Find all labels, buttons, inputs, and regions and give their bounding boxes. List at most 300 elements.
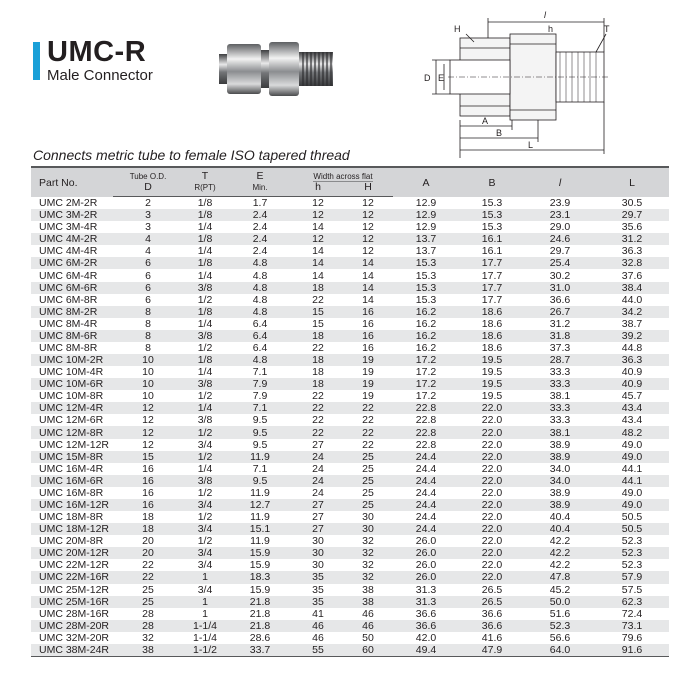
cell-part-no: UMC 4M-4R bbox=[39, 245, 98, 258]
cell-hex-h: 15 bbox=[293, 306, 343, 318]
cell-dim-L: 45.7 bbox=[621, 390, 643, 403]
cell-tube-od: 4 bbox=[145, 245, 151, 258]
cell-min-bore: 4.8 bbox=[227, 306, 293, 318]
cell-part-no: UMC 12M-6R bbox=[39, 414, 104, 427]
cell-min-bore: 6.4 bbox=[227, 330, 293, 342]
cell-thread-size: 3/4 bbox=[183, 547, 227, 559]
cell-hex-H: 32 bbox=[343, 547, 393, 559]
cell-dim-B: 22.0 bbox=[481, 486, 503, 499]
cell-hex-H: 14 bbox=[343, 257, 393, 269]
cell-hex-H: 25 bbox=[362, 462, 374, 475]
table-row bbox=[31, 535, 669, 547]
header-E-sub: Min. bbox=[227, 182, 293, 197]
cell-hex-h: 35 bbox=[312, 583, 324, 596]
cell-min-bore: 7.9 bbox=[227, 378, 293, 390]
cell-part-no: UMC 32M-20R bbox=[39, 631, 110, 644]
cell-dim-A: 22.8 bbox=[393, 426, 459, 438]
cell-dim-l: 23.9 bbox=[549, 196, 571, 209]
cell-hex-h: 22 bbox=[312, 293, 324, 306]
cell-dim-B: 22.0 bbox=[459, 402, 525, 414]
cell-hex-h: 35 bbox=[293, 596, 343, 608]
table-row bbox=[31, 511, 669, 523]
cell-dim-A: 42.0 bbox=[415, 631, 437, 644]
cell-dim-B: 47.9 bbox=[459, 644, 525, 657]
cell-dim-l: 50.0 bbox=[525, 596, 595, 608]
cell-dim-L: 44.8 bbox=[621, 341, 643, 354]
cell-hex-H: 12 bbox=[343, 209, 393, 221]
cell-dim-A: 24.4 bbox=[415, 486, 437, 499]
cell-tube-od: 20 bbox=[142, 535, 154, 548]
product-caption: Connects metric tube to female ISO tapered thread bbox=[33, 147, 350, 163]
cell-dim-L: 62.3 bbox=[595, 596, 669, 608]
cell-dim-A: 13.7 bbox=[393, 233, 459, 245]
cell-dim-L: 48.2 bbox=[595, 426, 669, 438]
cell-hex-H: 30 bbox=[362, 511, 374, 524]
cell-tube-od: 16 bbox=[142, 486, 154, 499]
cell-hex-h: 22 bbox=[293, 402, 343, 414]
cell-hex-H: 32 bbox=[362, 559, 374, 572]
cell-tube-od: 28 bbox=[142, 607, 154, 620]
cell-dim-A: 13.7 bbox=[415, 245, 437, 258]
cell-dim-l: 28.7 bbox=[525, 354, 595, 366]
cell-dim-B: 22.0 bbox=[459, 547, 525, 559]
cell-hex-h: 15 bbox=[312, 317, 324, 330]
table-row bbox=[31, 390, 669, 402]
table-row bbox=[31, 608, 669, 620]
table-row bbox=[31, 620, 669, 632]
cell-tube-od: 8 bbox=[145, 317, 151, 330]
cell-hex-h: 18 bbox=[293, 282, 343, 294]
cell-hex-H: 32 bbox=[343, 571, 393, 583]
cell-min-bore: 12.7 bbox=[227, 499, 293, 511]
cell-dim-l: 36.6 bbox=[549, 293, 571, 306]
cell-thread-size: 1/4 bbox=[197, 462, 213, 475]
cell-dim-B: 19.5 bbox=[459, 354, 525, 366]
cell-min-bore: 11.9 bbox=[227, 451, 293, 463]
table-row bbox=[31, 294, 669, 306]
cell-hex-H: 12 bbox=[343, 233, 393, 245]
cell-dim-A: 26.0 bbox=[415, 535, 437, 548]
cell-thread-size: 1/8 bbox=[183, 354, 227, 366]
dimension-drawing bbox=[420, 8, 630, 158]
cell-hex-H: 16 bbox=[362, 341, 374, 354]
cell-dim-A: 36.6 bbox=[415, 607, 437, 620]
cell-part-no: UMC 38M-24R bbox=[31, 644, 113, 657]
cell-hex-H: 22 bbox=[362, 414, 374, 427]
cell-dim-L: 36.3 bbox=[595, 354, 669, 366]
cell-dim-A: 22.8 bbox=[415, 414, 437, 427]
cell-dim-L: 32.8 bbox=[595, 257, 669, 269]
cell-min-bore: 9.5 bbox=[252, 414, 268, 427]
cell-hex-h: 22 bbox=[312, 414, 324, 427]
table-row bbox=[31, 330, 669, 342]
cell-thread-size: 1 bbox=[202, 607, 208, 620]
cell-min-bore: 1.7 bbox=[252, 197, 268, 210]
cell-dim-B: 18.6 bbox=[459, 330, 525, 342]
cell-part-no: UMC 6M-8R bbox=[39, 293, 98, 306]
cell-dim-l: 30.2 bbox=[549, 269, 571, 282]
cell-dim-A: 16.2 bbox=[393, 330, 459, 342]
cell-tube-od: 16 bbox=[142, 462, 154, 475]
cell-hex-H: 46 bbox=[343, 620, 393, 632]
cell-part-no: UMC 12M-4R bbox=[31, 402, 113, 414]
label-B: B bbox=[496, 128, 503, 138]
cell-part-no: UMC 10M-2R bbox=[31, 354, 113, 366]
cell-dim-B: 22.0 bbox=[459, 475, 525, 487]
header-T: T bbox=[183, 167, 227, 182]
cell-hex-h: 12 bbox=[293, 209, 343, 221]
cell-dim-B: 16.1 bbox=[481, 245, 503, 258]
table-row bbox=[31, 245, 669, 257]
cell-hex-h: 46 bbox=[293, 620, 343, 632]
cell-part-no: UMC 16M-8R bbox=[39, 486, 104, 499]
cell-thread-size: 3/8 bbox=[183, 475, 227, 487]
cell-part-no: UMC 3M-4R bbox=[39, 221, 98, 234]
cell-dim-L: 43.4 bbox=[595, 402, 669, 414]
cell-dim-l: 45.2 bbox=[549, 583, 571, 596]
cell-hex-h: 30 bbox=[293, 547, 343, 559]
header-l: l bbox=[525, 167, 595, 197]
cell-hex-H: 38 bbox=[362, 583, 374, 596]
cell-dim-A: 15.3 bbox=[415, 293, 437, 306]
cell-part-no: UMC 28M-16R bbox=[39, 607, 110, 620]
cell-dim-L: 49.0 bbox=[621, 438, 643, 451]
product-subtitle: Male Connector bbox=[47, 67, 153, 84]
cell-dim-B: 22.0 bbox=[481, 535, 503, 548]
cell-tube-od: 32 bbox=[142, 631, 154, 644]
header-E: E bbox=[227, 167, 293, 182]
cell-tube-od: 16 bbox=[113, 499, 183, 511]
cell-min-bore: 18.3 bbox=[227, 571, 293, 583]
cell-hex-H: 25 bbox=[343, 499, 393, 511]
cell-dim-L: 72.4 bbox=[621, 607, 643, 620]
cell-thread-size: 1-1/2 bbox=[183, 644, 227, 657]
cell-dim-A: 22.8 bbox=[393, 402, 459, 414]
cell-thread-size: 1-1/4 bbox=[193, 631, 217, 644]
cell-hex-h: 18 bbox=[293, 330, 343, 342]
cell-dim-B: 17.7 bbox=[481, 269, 503, 282]
table-row bbox=[31, 584, 669, 596]
cell-hex-H: 32 bbox=[362, 535, 374, 548]
cell-dim-A: 24.4 bbox=[415, 462, 437, 475]
cell-dim-l: 37.3 bbox=[549, 341, 571, 354]
cell-min-bore: 33.7 bbox=[227, 644, 293, 657]
cell-thread-size: 3/8 bbox=[183, 282, 227, 294]
cell-dim-B: 17.7 bbox=[459, 257, 525, 269]
cell-tube-od: 8 bbox=[145, 341, 151, 354]
cell-thread-size: 1 bbox=[183, 596, 227, 608]
table-row bbox=[31, 559, 669, 571]
cell-thread-size: 1/4 bbox=[197, 317, 213, 330]
table-row bbox=[31, 378, 669, 390]
cell-part-no: UMC 25M-16R bbox=[31, 596, 113, 608]
cell-dim-B: 22.0 bbox=[481, 462, 503, 475]
cell-dim-L: 49.0 bbox=[595, 451, 669, 463]
cell-min-bore: 11.9 bbox=[250, 511, 270, 524]
label-E: E bbox=[438, 73, 445, 83]
cell-part-no: UMC 12M-12R bbox=[39, 438, 110, 451]
cell-dim-l: 34.0 bbox=[525, 475, 595, 487]
cell-hex-H: 14 bbox=[343, 282, 393, 294]
cell-dim-A: 16.2 bbox=[393, 306, 459, 318]
cell-dim-l: 38.1 bbox=[525, 426, 595, 438]
cell-hex-h: 14 bbox=[293, 257, 343, 269]
cell-dim-A: 22.8 bbox=[415, 438, 437, 451]
cell-hex-H: 38 bbox=[343, 596, 393, 608]
header-width-across-flat: Width across flat bbox=[313, 172, 373, 181]
cell-part-no: UMC 6M-6R bbox=[31, 282, 113, 294]
cell-tube-od: 6 bbox=[145, 269, 151, 282]
cell-part-no: UMC 28M-20R bbox=[31, 620, 113, 632]
cell-dim-L: 57.9 bbox=[595, 571, 669, 583]
cell-thread-size: 1/2 bbox=[197, 341, 213, 354]
cell-part-no: UMC 16M-12R bbox=[31, 499, 113, 511]
table-row bbox=[31, 451, 669, 463]
table-row bbox=[31, 342, 669, 354]
cell-dim-L: 40.9 bbox=[595, 378, 669, 390]
cell-min-bore: 7.1 bbox=[227, 402, 293, 414]
cell-part-no: UMC 18M-8R bbox=[39, 511, 104, 524]
cell-part-no: UMC 2M-2R bbox=[39, 196, 98, 209]
table-row bbox=[31, 233, 669, 245]
cell-min-bore: 11.9 bbox=[250, 486, 270, 499]
cell-dim-A: 16.2 bbox=[415, 317, 437, 330]
cell-min-bore: 15.9 bbox=[227, 547, 293, 559]
cell-dim-l: 29.7 bbox=[549, 245, 571, 258]
cell-min-bore: 2.4 bbox=[252, 245, 268, 258]
cell-min-bore: 4.8 bbox=[252, 269, 268, 282]
cell-dim-l: 33.3 bbox=[549, 366, 571, 379]
cell-hex-H: 12 bbox=[362, 245, 374, 258]
cell-hex-h: 18 bbox=[312, 366, 324, 379]
cell-dim-L: 79.6 bbox=[621, 631, 643, 644]
cell-dim-l: 31.8 bbox=[525, 330, 595, 342]
cell-hex-H: 14 bbox=[362, 293, 374, 306]
cell-dim-A: 15.3 bbox=[393, 257, 459, 269]
cell-tube-od: 10 bbox=[142, 366, 154, 379]
cell-thread-size: 3/4 bbox=[183, 499, 227, 511]
cell-dim-L: 52.3 bbox=[621, 535, 643, 548]
cell-dim-L: 40.9 bbox=[621, 366, 643, 379]
cell-dim-l: 24.6 bbox=[525, 233, 595, 245]
cell-thread-size: 3/8 bbox=[183, 330, 227, 342]
cell-dim-L: 50.5 bbox=[621, 511, 643, 524]
cell-dim-l: 26.7 bbox=[525, 306, 595, 318]
cell-dim-L: 52.3 bbox=[621, 559, 643, 572]
cell-dim-L: 73.1 bbox=[595, 620, 669, 632]
cell-dim-A: 36.6 bbox=[393, 620, 459, 632]
cell-part-no: UMC 12M-8R bbox=[31, 426, 113, 438]
cell-tube-od: 10 bbox=[142, 390, 154, 403]
cell-hex-H: 25 bbox=[343, 451, 393, 463]
cell-hex-H: 30 bbox=[343, 523, 393, 535]
cell-dim-B: 19.5 bbox=[459, 378, 525, 390]
cell-dim-A: 17.2 bbox=[393, 354, 459, 366]
table-row bbox=[31, 197, 669, 210]
cell-thread-size: 1/2 bbox=[197, 390, 213, 403]
label-D: D bbox=[424, 73, 431, 83]
cell-part-no: UMC 16M-6R bbox=[31, 475, 113, 487]
cell-thread-size: 1/4 bbox=[197, 269, 213, 282]
cell-dim-l: 31.0 bbox=[525, 282, 595, 294]
table-row bbox=[31, 596, 669, 608]
cell-dim-L: 35.6 bbox=[621, 221, 643, 234]
label-H: H bbox=[454, 24, 461, 34]
cell-dim-L: 34.2 bbox=[595, 306, 669, 318]
cell-dim-l: 38.9 bbox=[525, 499, 595, 511]
cell-tube-od: 10 bbox=[113, 378, 183, 390]
cell-dim-A: 24.4 bbox=[393, 475, 459, 487]
table-row bbox=[31, 257, 669, 269]
cell-dim-B: 36.6 bbox=[481, 607, 503, 620]
cell-hex-h: 35 bbox=[293, 571, 343, 583]
header-tube-od: Tube O.D. bbox=[113, 167, 183, 182]
header-B: B bbox=[459, 167, 525, 197]
cell-dim-A: 24.4 bbox=[393, 451, 459, 463]
cell-thread-size: 1 bbox=[183, 571, 227, 583]
cell-min-bore: 2.4 bbox=[252, 221, 268, 234]
cell-dim-L: 57.5 bbox=[621, 583, 643, 596]
cell-tube-od: 2 bbox=[145, 197, 151, 210]
header-D: D bbox=[113, 182, 183, 197]
cell-tube-od: 6 bbox=[113, 282, 183, 294]
table-row bbox=[31, 499, 669, 511]
cell-dim-A: 24.4 bbox=[393, 523, 459, 535]
cell-dim-l: 52.3 bbox=[525, 620, 595, 632]
cell-hex-h: 22 bbox=[293, 426, 343, 438]
cell-dim-L: 49.0 bbox=[595, 499, 669, 511]
header-H: H bbox=[343, 182, 393, 197]
cell-thread-size: 1/8 bbox=[183, 233, 227, 245]
table-row bbox=[31, 221, 669, 233]
table-row bbox=[31, 306, 669, 318]
cell-hex-h: 12 bbox=[312, 197, 324, 210]
cell-tube-od: 3 bbox=[113, 209, 183, 221]
cell-min-bore: 6.4 bbox=[252, 317, 268, 330]
cell-dim-l: 29.0 bbox=[549, 221, 571, 234]
cell-dim-L: 44.1 bbox=[621, 462, 643, 475]
cell-dim-l: 38.9 bbox=[525, 451, 595, 463]
cell-part-no: UMC 3M-2R bbox=[31, 209, 113, 221]
cell-dim-A: 15.3 bbox=[393, 282, 459, 294]
cell-hex-h: 27 bbox=[293, 523, 343, 535]
cell-thread-size: 3/4 bbox=[197, 559, 213, 572]
cell-dim-B: 18.6 bbox=[481, 317, 503, 330]
cell-dim-A: 24.4 bbox=[415, 511, 437, 524]
cell-dim-A: 17.2 bbox=[415, 366, 437, 379]
cell-dim-A: 24.4 bbox=[393, 499, 459, 511]
cell-thread-size: 1-1/4 bbox=[183, 620, 227, 632]
cell-hex-h: 24 bbox=[293, 451, 343, 463]
cell-hex-H: 25 bbox=[343, 475, 393, 487]
cell-hex-H: 50 bbox=[362, 631, 374, 644]
cell-hex-H: 12 bbox=[362, 221, 374, 234]
cell-hex-h: 41 bbox=[312, 607, 324, 620]
header-L: L bbox=[595, 167, 669, 197]
cell-hex-h: 22 bbox=[312, 390, 324, 403]
cell-min-bore: 9.5 bbox=[252, 438, 268, 451]
table-row bbox=[31, 644, 669, 657]
cell-dim-L: 44.0 bbox=[621, 293, 643, 306]
cell-part-no: UMC 20M-12R bbox=[31, 547, 113, 559]
cell-dim-A: 26.0 bbox=[393, 571, 459, 583]
cell-hex-h: 18 bbox=[293, 354, 343, 366]
cell-min-bore: 9.5 bbox=[227, 475, 293, 487]
cell-dim-A: 17.2 bbox=[393, 378, 459, 390]
cell-thread-size: 3/8 bbox=[197, 414, 213, 427]
cell-part-no: UMC 18M-12R bbox=[31, 523, 113, 535]
cell-hex-h: 27 bbox=[312, 511, 324, 524]
cell-dim-B: 15.3 bbox=[481, 196, 503, 209]
cell-thread-size: 1/2 bbox=[183, 426, 227, 438]
cell-dim-B: 22.0 bbox=[481, 511, 503, 524]
cell-dim-B: 22.0 bbox=[459, 451, 525, 463]
cell-hex-h: 12 bbox=[293, 233, 343, 245]
cell-hex-h: 22 bbox=[312, 341, 324, 354]
cell-min-bore: 7.1 bbox=[252, 366, 268, 379]
cell-tube-od: 22 bbox=[142, 559, 154, 572]
cell-thread-size: 1/8 bbox=[183, 306, 227, 318]
cell-min-bore: 28.6 bbox=[249, 631, 271, 644]
cell-tube-od: 3 bbox=[145, 221, 151, 234]
cell-dim-A: 12.9 bbox=[415, 196, 437, 209]
cell-min-bore: 4.8 bbox=[227, 257, 293, 269]
cell-thread-size: 1/8 bbox=[183, 209, 227, 221]
cell-dim-l: 23.1 bbox=[525, 209, 595, 221]
cell-hex-H: 19 bbox=[343, 354, 393, 366]
cell-dim-L: 30.5 bbox=[621, 196, 643, 209]
table-row bbox=[31, 439, 669, 451]
cell-hex-h: 14 bbox=[312, 221, 324, 234]
cell-min-bore: 6.4 bbox=[252, 341, 268, 354]
cell-min-bore: 4.8 bbox=[227, 282, 293, 294]
cell-part-no: UMC 8M-6R bbox=[31, 330, 113, 342]
cell-dim-A: 26.0 bbox=[393, 547, 459, 559]
cell-thread-size: 3/4 bbox=[197, 583, 213, 596]
cell-part-no: UMC 6M-2R bbox=[31, 257, 113, 269]
cell-dim-L: 43.4 bbox=[621, 414, 643, 427]
product-photo bbox=[215, 36, 335, 100]
cell-dim-l: 42.2 bbox=[549, 535, 571, 548]
cell-hex-h: 24 bbox=[312, 486, 324, 499]
cell-dim-B: 17.7 bbox=[481, 293, 503, 306]
cell-tube-od: 12 bbox=[113, 402, 183, 414]
cell-dim-l: 51.6 bbox=[549, 607, 571, 620]
cell-dim-l: 38.9 bbox=[549, 438, 571, 451]
cell-hex-H: 60 bbox=[343, 644, 393, 657]
table-row bbox=[31, 632, 669, 644]
cell-dim-l: 31.2 bbox=[549, 317, 571, 330]
cell-dim-B: 22.0 bbox=[481, 559, 503, 572]
cell-tube-od: 12 bbox=[142, 414, 154, 427]
cell-hex-H: 16 bbox=[343, 330, 393, 342]
cell-dim-l: 33.3 bbox=[525, 402, 595, 414]
table-row bbox=[31, 402, 669, 414]
cell-part-no: UMC 4M-2R bbox=[31, 233, 113, 245]
cell-thread-size: 1/8 bbox=[197, 197, 213, 210]
cell-hex-h: 27 bbox=[293, 499, 343, 511]
cell-thread-size: 1/8 bbox=[183, 257, 227, 269]
cell-hex-h: 24 bbox=[293, 475, 343, 487]
cell-tube-od: 8 bbox=[113, 330, 183, 342]
table-row bbox=[31, 426, 669, 438]
cell-part-no: UMC 6M-4R bbox=[39, 269, 98, 282]
cell-hex-h: 30 bbox=[312, 559, 324, 572]
cell-thread-size: 1/4 bbox=[197, 245, 213, 258]
cell-dim-B: 15.3 bbox=[459, 209, 525, 221]
cell-dim-B: 16.1 bbox=[459, 233, 525, 245]
cell-dim-L: 44.1 bbox=[595, 475, 669, 487]
